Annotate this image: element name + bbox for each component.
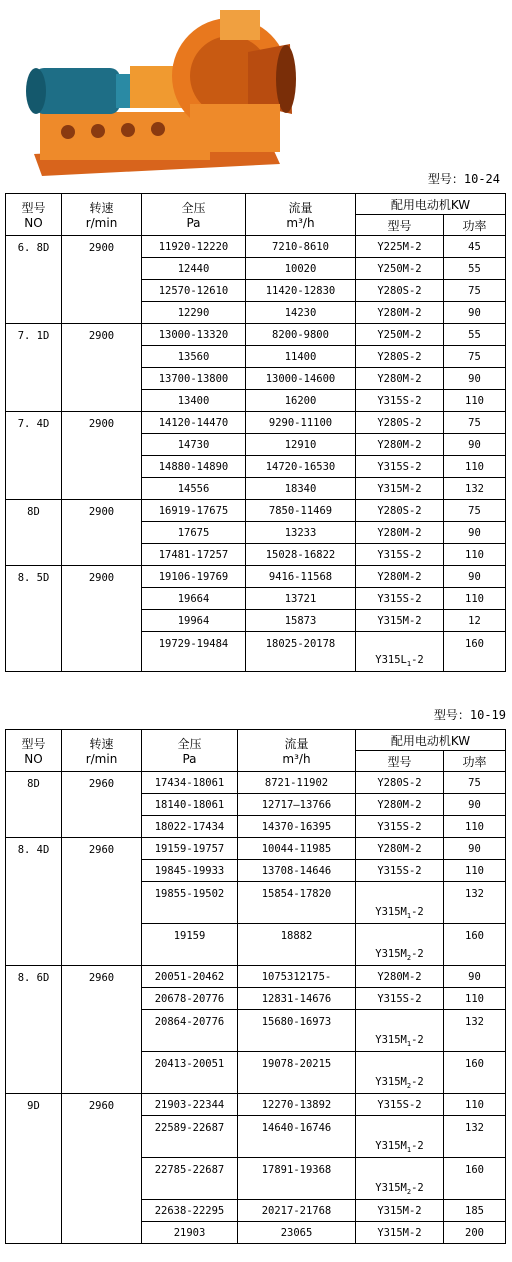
model-header-label: 型号	[21, 201, 46, 215]
pressure-cell: 17434-18061	[142, 772, 238, 794]
power-cell: 110	[444, 816, 506, 838]
model-header-unit: NO	[24, 752, 43, 766]
flow-cell: 14720-16530	[246, 456, 356, 478]
pressure-header-label: 全压	[177, 737, 202, 751]
motor-model-text: Y315M	[375, 947, 407, 960]
flow-cell: 15854-17820	[238, 882, 356, 924]
pressure-cell: 12440	[142, 258, 246, 280]
pressure-cell: 19664	[142, 588, 246, 610]
motor-model-text: Y315M	[375, 905, 407, 918]
speed-header-unit: r/min	[85, 216, 118, 230]
flow-cell: 18025-20178	[246, 632, 356, 672]
motor-model-header: 型号	[356, 751, 444, 772]
speed-cell: 2960	[62, 1094, 142, 1244]
pressure-cell: 20678-20776	[142, 988, 238, 1010]
table-row	[6, 500, 506, 522]
power-cell: 90	[444, 368, 506, 390]
speed-header-label: 转速	[89, 737, 114, 751]
power-cell: 160	[444, 924, 506, 966]
motor-model-cell: Y315S-2	[356, 456, 444, 478]
flow-cell: 13708-14646	[238, 860, 356, 882]
flow-cell: 15028-16822	[246, 544, 356, 566]
flow-cell: 13233	[246, 522, 356, 544]
flow-cell: 17891-19368	[238, 1158, 356, 1200]
power-cell: 132	[444, 478, 506, 500]
motor-model-cell: Y280M-2	[356, 522, 444, 544]
power-cell: 160	[444, 1052, 506, 1094]
motor-model-cell: Y315S-2	[356, 816, 444, 838]
pressure-header-unit: Pa	[186, 216, 201, 230]
flow-cell: 14230	[246, 302, 356, 324]
motor-model-cell	[356, 1052, 444, 1094]
power-cell: 55	[444, 324, 506, 346]
power-cell: 90	[444, 566, 506, 588]
pressure-cell: 22589-22687	[142, 1116, 238, 1158]
motor-model-suffix: -2	[411, 1033, 424, 1046]
speed-cell: 2960	[62, 772, 142, 838]
pressure-cell: 19964	[142, 610, 246, 632]
motor-model-subscript: 2	[406, 1082, 412, 1090]
spec-table-10-19	[5, 729, 506, 1244]
table-row	[6, 324, 506, 346]
power-cell: 55	[444, 258, 506, 280]
motor-model-cell: Y280M-2	[356, 434, 444, 456]
model-no-cell: 8D	[6, 500, 62, 566]
power-cell: 110	[444, 1094, 506, 1116]
motor-model-suffix: -2	[411, 1139, 424, 1152]
motor-model-cell: Y315M-2	[356, 610, 444, 632]
power-cell: 90	[444, 838, 506, 860]
model-header	[6, 730, 62, 772]
pressure-header	[142, 730, 238, 772]
motor-model-header: 型号	[356, 215, 444, 236]
pressure-cell: 20413-20051	[142, 1052, 238, 1094]
power-cell: 160	[444, 632, 506, 672]
model-no-cell: 9D	[6, 1094, 62, 1244]
header-row	[6, 194, 506, 215]
pressure-cell: 14120-14470	[142, 412, 246, 434]
flow-cell: 9290-11100	[246, 412, 356, 434]
pressure-cell: 19159	[142, 924, 238, 966]
flow-cell: 12717—13766	[238, 794, 356, 816]
flow-cell: 12270-13892	[238, 1094, 356, 1116]
motor-model-subscript: 1	[406, 660, 412, 668]
motor-model-suffix: -2	[411, 653, 424, 666]
power-cell: 90	[444, 434, 506, 456]
motor-model-cell: Y280S-2	[356, 412, 444, 434]
motor-model-cell: Y315M-2	[356, 1222, 444, 1244]
power-cell: 132	[444, 882, 506, 924]
model-header	[6, 194, 62, 236]
motor-model-text: Y315M	[375, 1075, 407, 1088]
model-no-cell: 6. 8D	[6, 236, 62, 324]
pressure-cell: 20051-20462	[142, 966, 238, 988]
speed-cell: 2900	[62, 566, 142, 672]
power-cell: 110	[444, 544, 506, 566]
motor-model-cell	[356, 882, 444, 924]
model-no-cell: 7. 1D	[6, 324, 62, 412]
motor-model-text: Y315L	[375, 653, 407, 666]
pressure-cell: 19106-19769	[142, 566, 246, 588]
power-cell: 132	[444, 1010, 506, 1052]
power-cell: 75	[444, 346, 506, 368]
motor-model-cell: Y315M-2	[356, 1200, 444, 1222]
power-cell: 110	[444, 456, 506, 478]
pressure-cell: 14880-14890	[142, 456, 246, 478]
motor-model-subscript: 2	[406, 954, 412, 962]
motor-model-text: Y315M	[375, 1033, 407, 1046]
motor-model-cell: Y280M-2	[356, 368, 444, 390]
pressure-cell: 16919-17675	[142, 500, 246, 522]
motor-model-cell	[356, 924, 444, 966]
flow-cell: 15680-16973	[238, 1010, 356, 1052]
motor-model-subscript: 1	[406, 1040, 412, 1048]
flow-cell: 20217-21768	[238, 1200, 356, 1222]
flow-header	[238, 730, 356, 772]
motor-model-cell: Y280M-2	[356, 838, 444, 860]
speed-cell: 2960	[62, 838, 142, 966]
pressure-cell: 22785-22687	[142, 1158, 238, 1200]
table-row	[6, 966, 506, 988]
table-row	[6, 412, 506, 434]
power-cell: 90	[444, 302, 506, 324]
motor-model-suffix: -2	[411, 1075, 424, 1088]
flow-cell: 10044-11985	[238, 838, 356, 860]
pressure-cell: 17481-17257	[142, 544, 246, 566]
pressure-cell: 12570-12610	[142, 280, 246, 302]
pressure-cell: 18140-18061	[142, 794, 238, 816]
pressure-cell: 13700-13800	[142, 368, 246, 390]
flow-header-label: 流量	[288, 201, 313, 215]
motor-header: 配用电动机KW	[356, 194, 506, 215]
power-cell: 45	[444, 236, 506, 258]
power-cell: 90	[444, 794, 506, 816]
table-row	[6, 236, 506, 258]
flow-cell: 9416-11568	[246, 566, 356, 588]
flow-cell: 15873	[246, 610, 356, 632]
pressure-header	[142, 194, 246, 236]
power-cell: 185	[444, 1200, 506, 1222]
motor-model-text: Y315M	[375, 1181, 407, 1194]
power-cell: 90	[444, 522, 506, 544]
pressure-cell: 19855-19502	[142, 882, 238, 924]
motor-model-cell	[356, 632, 444, 672]
power-cell: 200	[444, 1222, 506, 1244]
pressure-cell: 21903-22344	[142, 1094, 238, 1116]
pressure-cell: 13400	[142, 390, 246, 412]
motor-model-cell: Y225M-2	[356, 236, 444, 258]
flow-header	[246, 194, 356, 236]
product-photo	[20, 4, 310, 188]
motor-model-text: Y315M	[375, 1139, 407, 1152]
pressure-cell: 22638-22295	[142, 1200, 238, 1222]
flow-cell: 19078-20215	[238, 1052, 356, 1094]
power-cell: 12	[444, 610, 506, 632]
table-row	[6, 1094, 506, 1116]
pressure-header-label: 全压	[181, 201, 206, 215]
flow-header-unit: m³/h	[282, 752, 311, 766]
flow-cell: 10020	[246, 258, 356, 280]
power-cell: 110	[444, 988, 506, 1010]
motor-model-cell: Y315S-2	[356, 544, 444, 566]
model-no-cell: 8D	[6, 772, 62, 838]
motor-model-subscript: 1	[406, 1146, 412, 1154]
motor-model-cell: Y315S-2	[356, 1094, 444, 1116]
motor-model-cell: Y280M-2	[356, 794, 444, 816]
pressure-cell: 14730	[142, 434, 246, 456]
pressure-cell: 11920-12220	[142, 236, 246, 258]
flow-cell: 14640-16746	[238, 1116, 356, 1158]
flow-cell: 12910	[246, 434, 356, 456]
pressure-cell: 13000-13320	[142, 324, 246, 346]
motor-model-cell: Y280M-2	[356, 302, 444, 324]
flow-cell: 7850-11469	[246, 500, 356, 522]
pressure-cell: 12290	[142, 302, 246, 324]
table-row	[6, 772, 506, 794]
motor-model-cell: Y280S-2	[356, 280, 444, 302]
flow-cell: 18882	[238, 924, 356, 966]
speed-cell: 2900	[62, 324, 142, 412]
motor-model-suffix: -2	[411, 1181, 424, 1194]
model-label-10-24: 型号：10-24	[427, 172, 500, 186]
motor-header: 配用电动机KW	[356, 730, 506, 751]
flow-cell: 16200	[246, 390, 356, 412]
pressure-cell: 19845-19933	[142, 860, 238, 882]
header-row	[6, 730, 506, 751]
flow-cell: 13721	[246, 588, 356, 610]
motor-model-cell	[356, 1116, 444, 1158]
flow-header-label: 流量	[284, 737, 309, 751]
pressure-header-unit: Pa	[182, 752, 197, 766]
motor-model-cell: Y315S-2	[356, 390, 444, 412]
speed-cell: 2900	[62, 500, 142, 566]
table-row	[6, 566, 506, 588]
motor-model-cell: Y280M-2	[356, 566, 444, 588]
flow-cell: 14370-16395	[238, 816, 356, 838]
pressure-cell: 19159-19757	[142, 838, 238, 860]
power-cell: 90	[444, 966, 506, 988]
power-cell: 75	[444, 280, 506, 302]
flow-cell: 8721-11902	[238, 772, 356, 794]
flow-header-unit: m³/h	[286, 216, 315, 230]
motor-model-suffix: -2	[411, 905, 424, 918]
motor-model-cell	[356, 1158, 444, 1200]
power-cell: 160	[444, 1158, 506, 1200]
flow-cell: 13000-14600	[246, 368, 356, 390]
spec-table-10-24	[5, 193, 506, 672]
flow-cell: 23065	[238, 1222, 356, 1244]
flow-cell: 11400	[246, 346, 356, 368]
motor-model-cell: Y280S-2	[356, 772, 444, 794]
flow-cell: 11420-12830	[246, 280, 356, 302]
motor-model-cell: Y280S-2	[356, 346, 444, 368]
flow-cell: 12831-14676	[238, 988, 356, 1010]
motor-model-subscript: 2	[406, 1188, 412, 1196]
power-cell: 75	[444, 500, 506, 522]
motor-model-cell: Y280S-2	[356, 500, 444, 522]
model-no-cell: 8. 6D	[6, 966, 62, 1094]
speed-header	[62, 194, 142, 236]
power-cell: 75	[444, 772, 506, 794]
flow-cell: 8200-9800	[246, 324, 356, 346]
pressure-cell: 13560	[142, 346, 246, 368]
motor-model-cell: Y280M-2	[356, 966, 444, 988]
power-cell: 75	[444, 412, 506, 434]
motor-model-cell: Y315S-2	[356, 988, 444, 1010]
motor-model-subscript: 1	[406, 912, 412, 920]
motor-model-cell: Y315S-2	[356, 860, 444, 882]
motor-model-cell: Y250M-2	[356, 324, 444, 346]
model-header-label: 型号	[21, 737, 46, 751]
table-row	[6, 838, 506, 860]
motor-model-cell: Y315S-2	[356, 588, 444, 610]
flow-cell: 18340	[246, 478, 356, 500]
speed-cell: 2960	[62, 966, 142, 1094]
model-header-unit: NO	[24, 216, 43, 230]
motor-model-suffix: -2	[411, 947, 424, 960]
speed-cell: 2900	[62, 412, 142, 500]
power-cell: 132	[444, 1116, 506, 1158]
pressure-cell: 14556	[142, 478, 246, 500]
pressure-cell: 19729-19484	[142, 632, 246, 672]
speed-header	[62, 730, 142, 772]
pressure-cell: 21903	[142, 1222, 238, 1244]
flow-cell: 7210-8610	[246, 236, 356, 258]
speed-header-label: 转速	[89, 201, 114, 215]
model-no-cell: 8. 5D	[6, 566, 62, 672]
model-no-cell: 7. 4D	[6, 412, 62, 500]
motor-model-cell	[356, 1010, 444, 1052]
power-cell: 110	[444, 860, 506, 882]
power-header: 功率	[444, 215, 506, 236]
power-cell: 110	[444, 588, 506, 610]
speed-header-unit: r/min	[85, 752, 118, 766]
power-header: 功率	[444, 751, 506, 772]
flow-cell: 1075312175-	[238, 966, 356, 988]
speed-cell: 2900	[62, 236, 142, 324]
motor-model-cell: Y315M-2	[356, 478, 444, 500]
pressure-cell: 20864-20776	[142, 1010, 238, 1052]
pressure-cell: 18022-17434	[142, 816, 238, 838]
motor-model-cell: Y250M-2	[356, 258, 444, 280]
model-no-cell: 8. 4D	[6, 838, 62, 966]
power-cell: 110	[444, 390, 506, 412]
model-label-10-19: 型号：10-19	[433, 708, 506, 722]
pressure-cell: 17675	[142, 522, 246, 544]
